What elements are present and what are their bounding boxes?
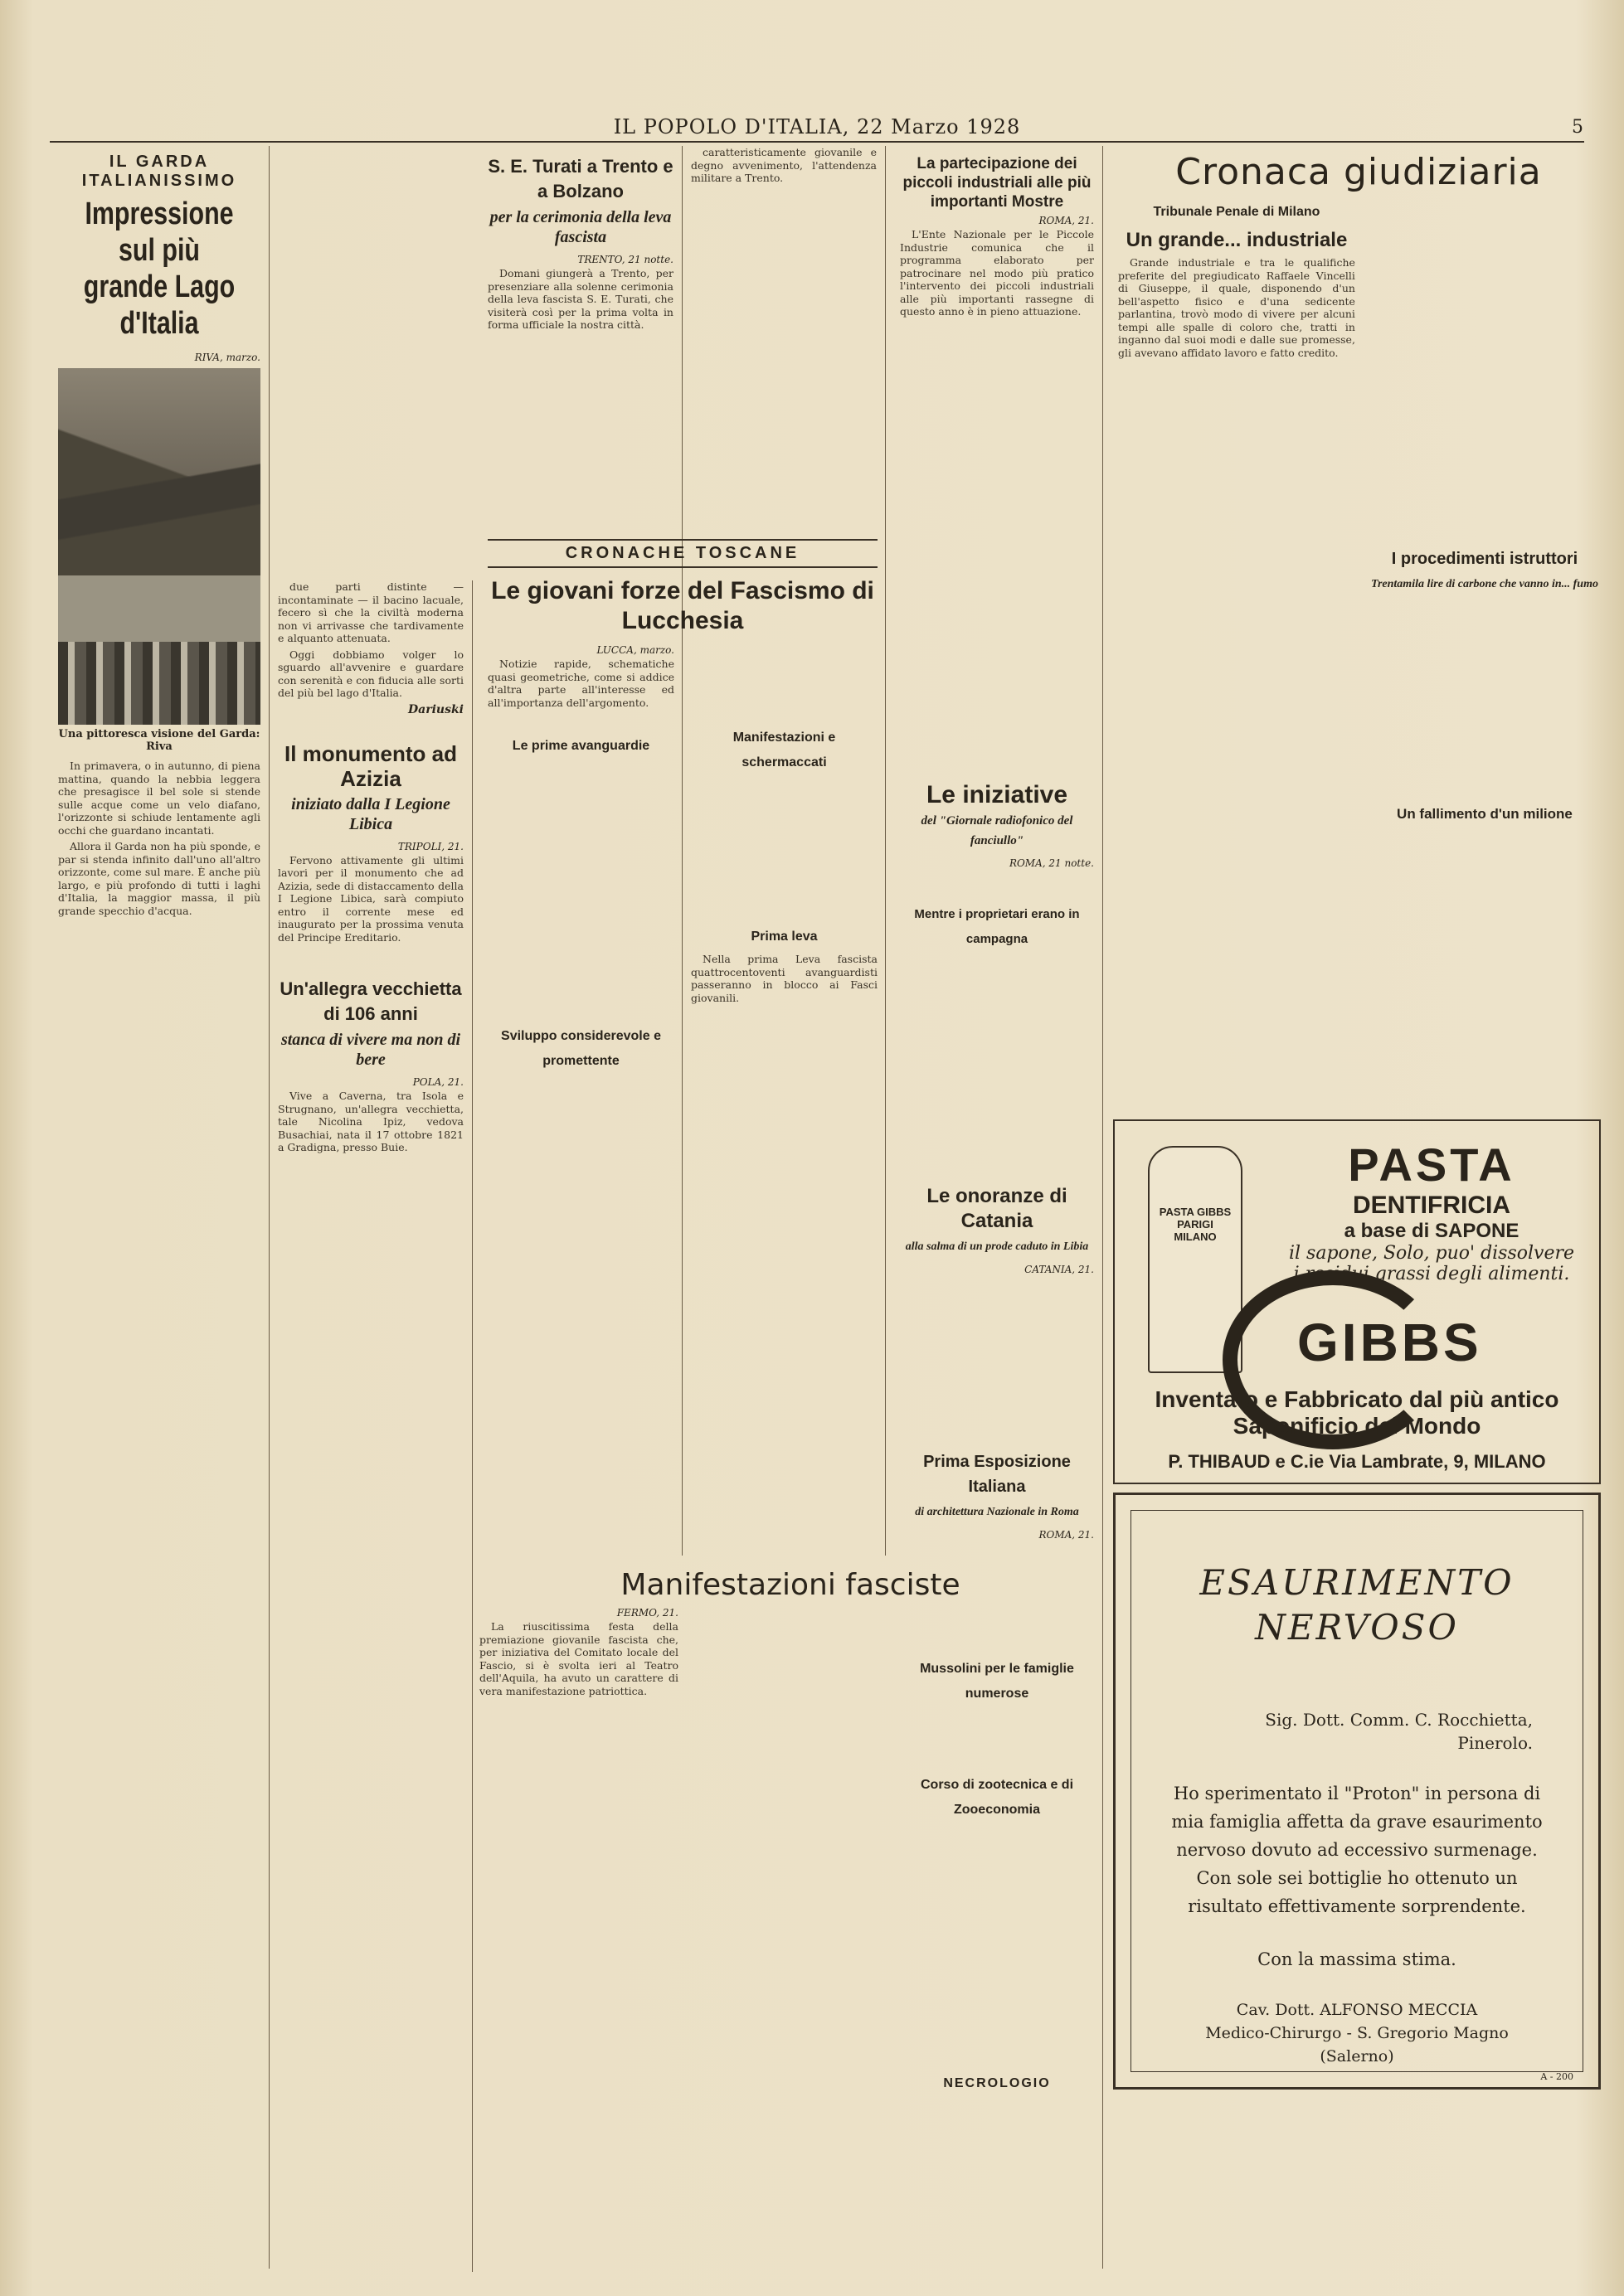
tube-label: PASTA GIBBS PARIGI MILANO bbox=[1159, 1206, 1232, 1243]
vecchietta-paragraph: Vive a Caverna, tra Isola e Strugnano, un'allegra vecchietta, tale Nicolina Ipiz, vedova Busachiai, nata il 17 ottobre 1821 a Gradigna, presso Buie. bbox=[278, 1090, 464, 1153]
pasta-line2: i residui grassi degli alimenti. bbox=[1293, 1264, 1570, 1284]
industrie-headline: La partecipazione dei piccoli industriali alle più importanti Mostre bbox=[902, 155, 1092, 211]
proprietari-heading: Mentre i proprietari erano in campagna bbox=[914, 906, 1080, 946]
ad-esaurimento-nervoso bbox=[1113, 1493, 1601, 2090]
vecchietta-dateline: POLA, 21. bbox=[412, 1076, 464, 1088]
esaurimento-title1: ESAURIMENTO bbox=[1199, 1562, 1515, 1603]
industrie-dateline: ROMA, 21. bbox=[1038, 215, 1094, 226]
column-azizia bbox=[270, 580, 473, 2272]
zootecnica-heading: Corso di zootecnica e di Zooeconomia bbox=[920, 1777, 1074, 1817]
garda-continued-paragraph: due parti distinte — incontaminate — il bacino lacuale, fecero sì che la civiltà moderna non vi arrivasse che tardivamente e alquanto attenuata. bbox=[278, 580, 464, 644]
cronache-toscane-banner: CRONACHE TOSCANE bbox=[488, 539, 878, 568]
cronache-toscane-block bbox=[488, 531, 878, 1077]
garda-continued-paragraph: Oggi dobbiamo volger lo sguardo all'avvenire e guardare con serenità e con fiducia alle sorti del più bel lago d'Italia. bbox=[278, 648, 464, 699]
esposizione-headline: Prima Esposizione Italiana bbox=[923, 1452, 1071, 1496]
prima-leva-body bbox=[691, 953, 878, 1004]
mussolini-heading: Mussolini per le famiglie numerose bbox=[920, 1661, 1074, 1701]
pasta-subtitle: DENTIFRICIA bbox=[1353, 1192, 1510, 1219]
iniziative-subhead: del "Giornale radiofonico del fanciullo" bbox=[921, 813, 1073, 847]
garda-photo bbox=[58, 368, 260, 725]
lucchesia-dateline: LUCCA, marzo. bbox=[596, 644, 674, 656]
fasciste-dateline: FERMO, 21. bbox=[616, 1607, 678, 1619]
garda-kicker: IL GARDA ITALIANISSIMO bbox=[81, 153, 237, 190]
column-garda bbox=[50, 146, 270, 2269]
azizia-headline: Il monumento ad Azizia bbox=[284, 740, 457, 791]
column-industrie bbox=[892, 146, 1103, 2269]
fasciste-body bbox=[479, 1620, 678, 1697]
pasta-foot: Inventato e Fabbricato dal più antico Saponificio del Mondo bbox=[1155, 1386, 1559, 1439]
prime-avanguardie-heading: Le prime avanguardie bbox=[512, 739, 650, 753]
azizia-paragraph: Fervono attivamente gli ultimi lavori per il monumento che ad Azizia, sede di distaccamento della I Legione Libica, sarà compiuto entro il corrente mese ed inaugurato per la prossima venuta del Principe Ereditario. bbox=[278, 853, 464, 944]
catania-subhead: alla salma di un prode caduto in Libia bbox=[905, 1240, 1089, 1253]
esposizione-dateline: ROMA, 21. bbox=[1038, 1528, 1094, 1541]
azizia-subhead: iniziato dalla I Legione Libica bbox=[291, 794, 450, 833]
turati-paragraph: Domani giungerà a Trento, per presenziare alla solenne cerimonia della leva fascista S. E. Turati, che visiterà così per la prima volta in forma ufficiale la nostra città. bbox=[488, 267, 673, 331]
column-cronaca bbox=[1110, 146, 1607, 1116]
esaurimento-sign2: Medico-Chirurgo - S. Gregorio Magno bbox=[1205, 2024, 1509, 2042]
necrologio-heading: NECROLOGIO bbox=[943, 2075, 1051, 2090]
industrie-body bbox=[900, 228, 1094, 318]
catania-dateline: CATANIA, 21. bbox=[1024, 1263, 1094, 1275]
manifestazioni-heading: Manifestazioni e schermaccati bbox=[732, 731, 836, 769]
fallimento-heading: Un fallimento d'un milione bbox=[1397, 806, 1573, 822]
garda-headline: Impressione sul più grande Lago d'Italia bbox=[83, 197, 236, 341]
esaurimento-title2: NERVOSO bbox=[1255, 1607, 1459, 1648]
garda-paragraph: In primavera, o in autunno, di piena mattina, quando la nebbia leggera che presagisce il bel sole si stende sulle acque come un velo diafano, l'orizzonte si schiude lentamente agli occhi che guardano incantati. bbox=[58, 760, 260, 837]
esaurimento-closing: Con la massima stima. bbox=[1257, 1949, 1456, 1969]
catania-headline: Le onoranze di Catania bbox=[926, 1184, 1067, 1232]
pasta-address: P. THIBAUD e C.ie Via Lambrate, 9, MILANO bbox=[1168, 1451, 1546, 1472]
vecchietta-headline: Un'allegra vecchietta di 106 anni bbox=[280, 978, 462, 1024]
ad-inner-border bbox=[1130, 1510, 1583, 2072]
esaurimento-sign3: (Salerno) bbox=[1320, 2047, 1394, 2065]
iniziative-dateline: ROMA, 21 notte. bbox=[1009, 857, 1094, 869]
industriale-headline: Un grande... industriale bbox=[1126, 229, 1348, 251]
azizia-body bbox=[278, 854, 464, 944]
leva-paragraph: caratteristicamente giovanile e degno avvenimento, l'attendenza militare a Trento. bbox=[691, 146, 877, 184]
turati-headline: S. E. Turati a Trento e a Bolzano bbox=[488, 156, 673, 201]
vecchietta-body bbox=[278, 1090, 464, 1154]
esposizione-subhead: di architettura Nazionale in Roma bbox=[915, 1505, 1079, 1518]
iniziative-headline: Le iniziative bbox=[926, 780, 1068, 808]
esaurimento-body: Ho sperimentato il "Proton" in persona di mia famiglia affetta da grave esaurimento nervoso dovuto ad eccessivo surmenage. Con sole sei bottiglie ho ottenuto un risultato effettivamente sorprendente. bbox=[1171, 1784, 1543, 1916]
pasta-line1: il sapone, Solo, puo' dissolvere bbox=[1288, 1243, 1575, 1264]
garda-paragraph: Allora il Garda non ha più sponde, e par si stenda infinito dall'uno all'altro orizzonte, come sul mare. È anche più largo, e più profondo di tutti i laghi d'Italia, la maggior massa, il più grande specchio d'acqua. bbox=[58, 840, 260, 917]
lucchesia-paragraph: Notizie rapide, schematiche quasi geometriche, come si addice d'altra parte all'interesse ed all'importanza dell'argomento. bbox=[488, 658, 674, 709]
pasta-title: PASTA bbox=[1348, 1138, 1515, 1191]
turati-subhead: per la cerimonia della leva fascista bbox=[489, 208, 672, 246]
esaurimento-addressee2: Pinerolo. bbox=[1457, 1733, 1533, 1753]
gibbs-brand: GIBBS bbox=[1297, 1313, 1482, 1372]
prima-leva-heading: Prima leva bbox=[751, 930, 818, 944]
turati-body bbox=[488, 267, 673, 332]
industriale-paragraph: Grande industriale e tra le qualifiche preferite del pregiudicato Raffaele Vincelli di Giuseppe, il quale, disponendo d'un bell'aspetto fisico e d'una sedicente parlantina, trovò modo di vivere per alcuni tempi alle spalle di coloro che, tratti in inganno dal suoi modi e dalle sue promesse, gli avevano affidato lavoro e fatto credito. bbox=[1118, 256, 1355, 359]
garda-signature: Dariuski bbox=[408, 702, 464, 716]
fasciste-paragraph: La riuscitissima festa della premiazione giovanile fascista che, per iniziativa del Comitato locale del Fascio, si è svolta ieri al Teatro dell'Aquila, ha avuto un carattere di vera manifestazione patriottica. bbox=[479, 1620, 678, 1697]
ad-pasta-dentifricia bbox=[1113, 1119, 1601, 1484]
masthead bbox=[50, 113, 1584, 143]
sviluppo-heading: Sviluppo considerevole e promettente bbox=[501, 1029, 661, 1068]
leva-body bbox=[691, 146, 877, 185]
procedimenti-headline: I procedimenti istruttori bbox=[1391, 550, 1578, 568]
industrie-paragraph: L'Ente Nazionale per le Piccole Industrie comunica che il programma elaborato per patrocinare nel modo più pratico l'intervento dei piccoli industriali alle più importanti rassegne di questo anno è in pieno attuazione. bbox=[900, 228, 1094, 318]
prima-leva-paragraph: Nella prima Leva fascista quattrocentoventi avanguardisti passeranno in blocco ai Fasci giovanili. bbox=[691, 953, 878, 1004]
garda-dateline: RIVA, marzo. bbox=[194, 352, 260, 363]
esaurimento-sign1: Cav. Dott. ALFONSO MECCIA bbox=[1236, 2001, 1478, 2019]
fasciste-headline: Manifestazioni fasciste bbox=[620, 1568, 960, 1602]
pasta-subtitle2: a base di SAPONE bbox=[1344, 1220, 1519, 1242]
vecchietta-subhead: stanca di vivere ma non di bere bbox=[280, 1031, 461, 1069]
masthead-title: IL POPOLO D'ITALIA, 22 Marzo 1928 bbox=[613, 115, 1021, 138]
garda-continued bbox=[278, 580, 464, 700]
cronaca-title: Cronaca giudiziaria bbox=[1175, 151, 1542, 193]
garda-photo-caption: Una pittoresca visione del Garda: Riva bbox=[58, 728, 260, 753]
ad-code: A - 200 bbox=[1540, 2071, 1573, 2082]
lucchesia-body bbox=[488, 658, 674, 709]
procedimenti-subhead: Trentamila lire di carbone che vanno in... fumo bbox=[1370, 578, 1598, 590]
page-number: 5 bbox=[1572, 116, 1584, 138]
tribunale-kicker: Tribunale Penale di Milano bbox=[1153, 205, 1320, 219]
industriale-body bbox=[1118, 256, 1355, 359]
turati-dateline: TRENTO, 21 notte. bbox=[577, 254, 673, 265]
lucchesia-headline: Le giovani forze del Fascismo di Lucchesia bbox=[491, 577, 874, 634]
azizia-dateline: TRIPOLI, 21. bbox=[397, 840, 464, 852]
garda-body bbox=[58, 760, 260, 917]
esaurimento-addressee1: Sig. Dott. Comm. C. Rocchietta, bbox=[1265, 1710, 1533, 1730]
